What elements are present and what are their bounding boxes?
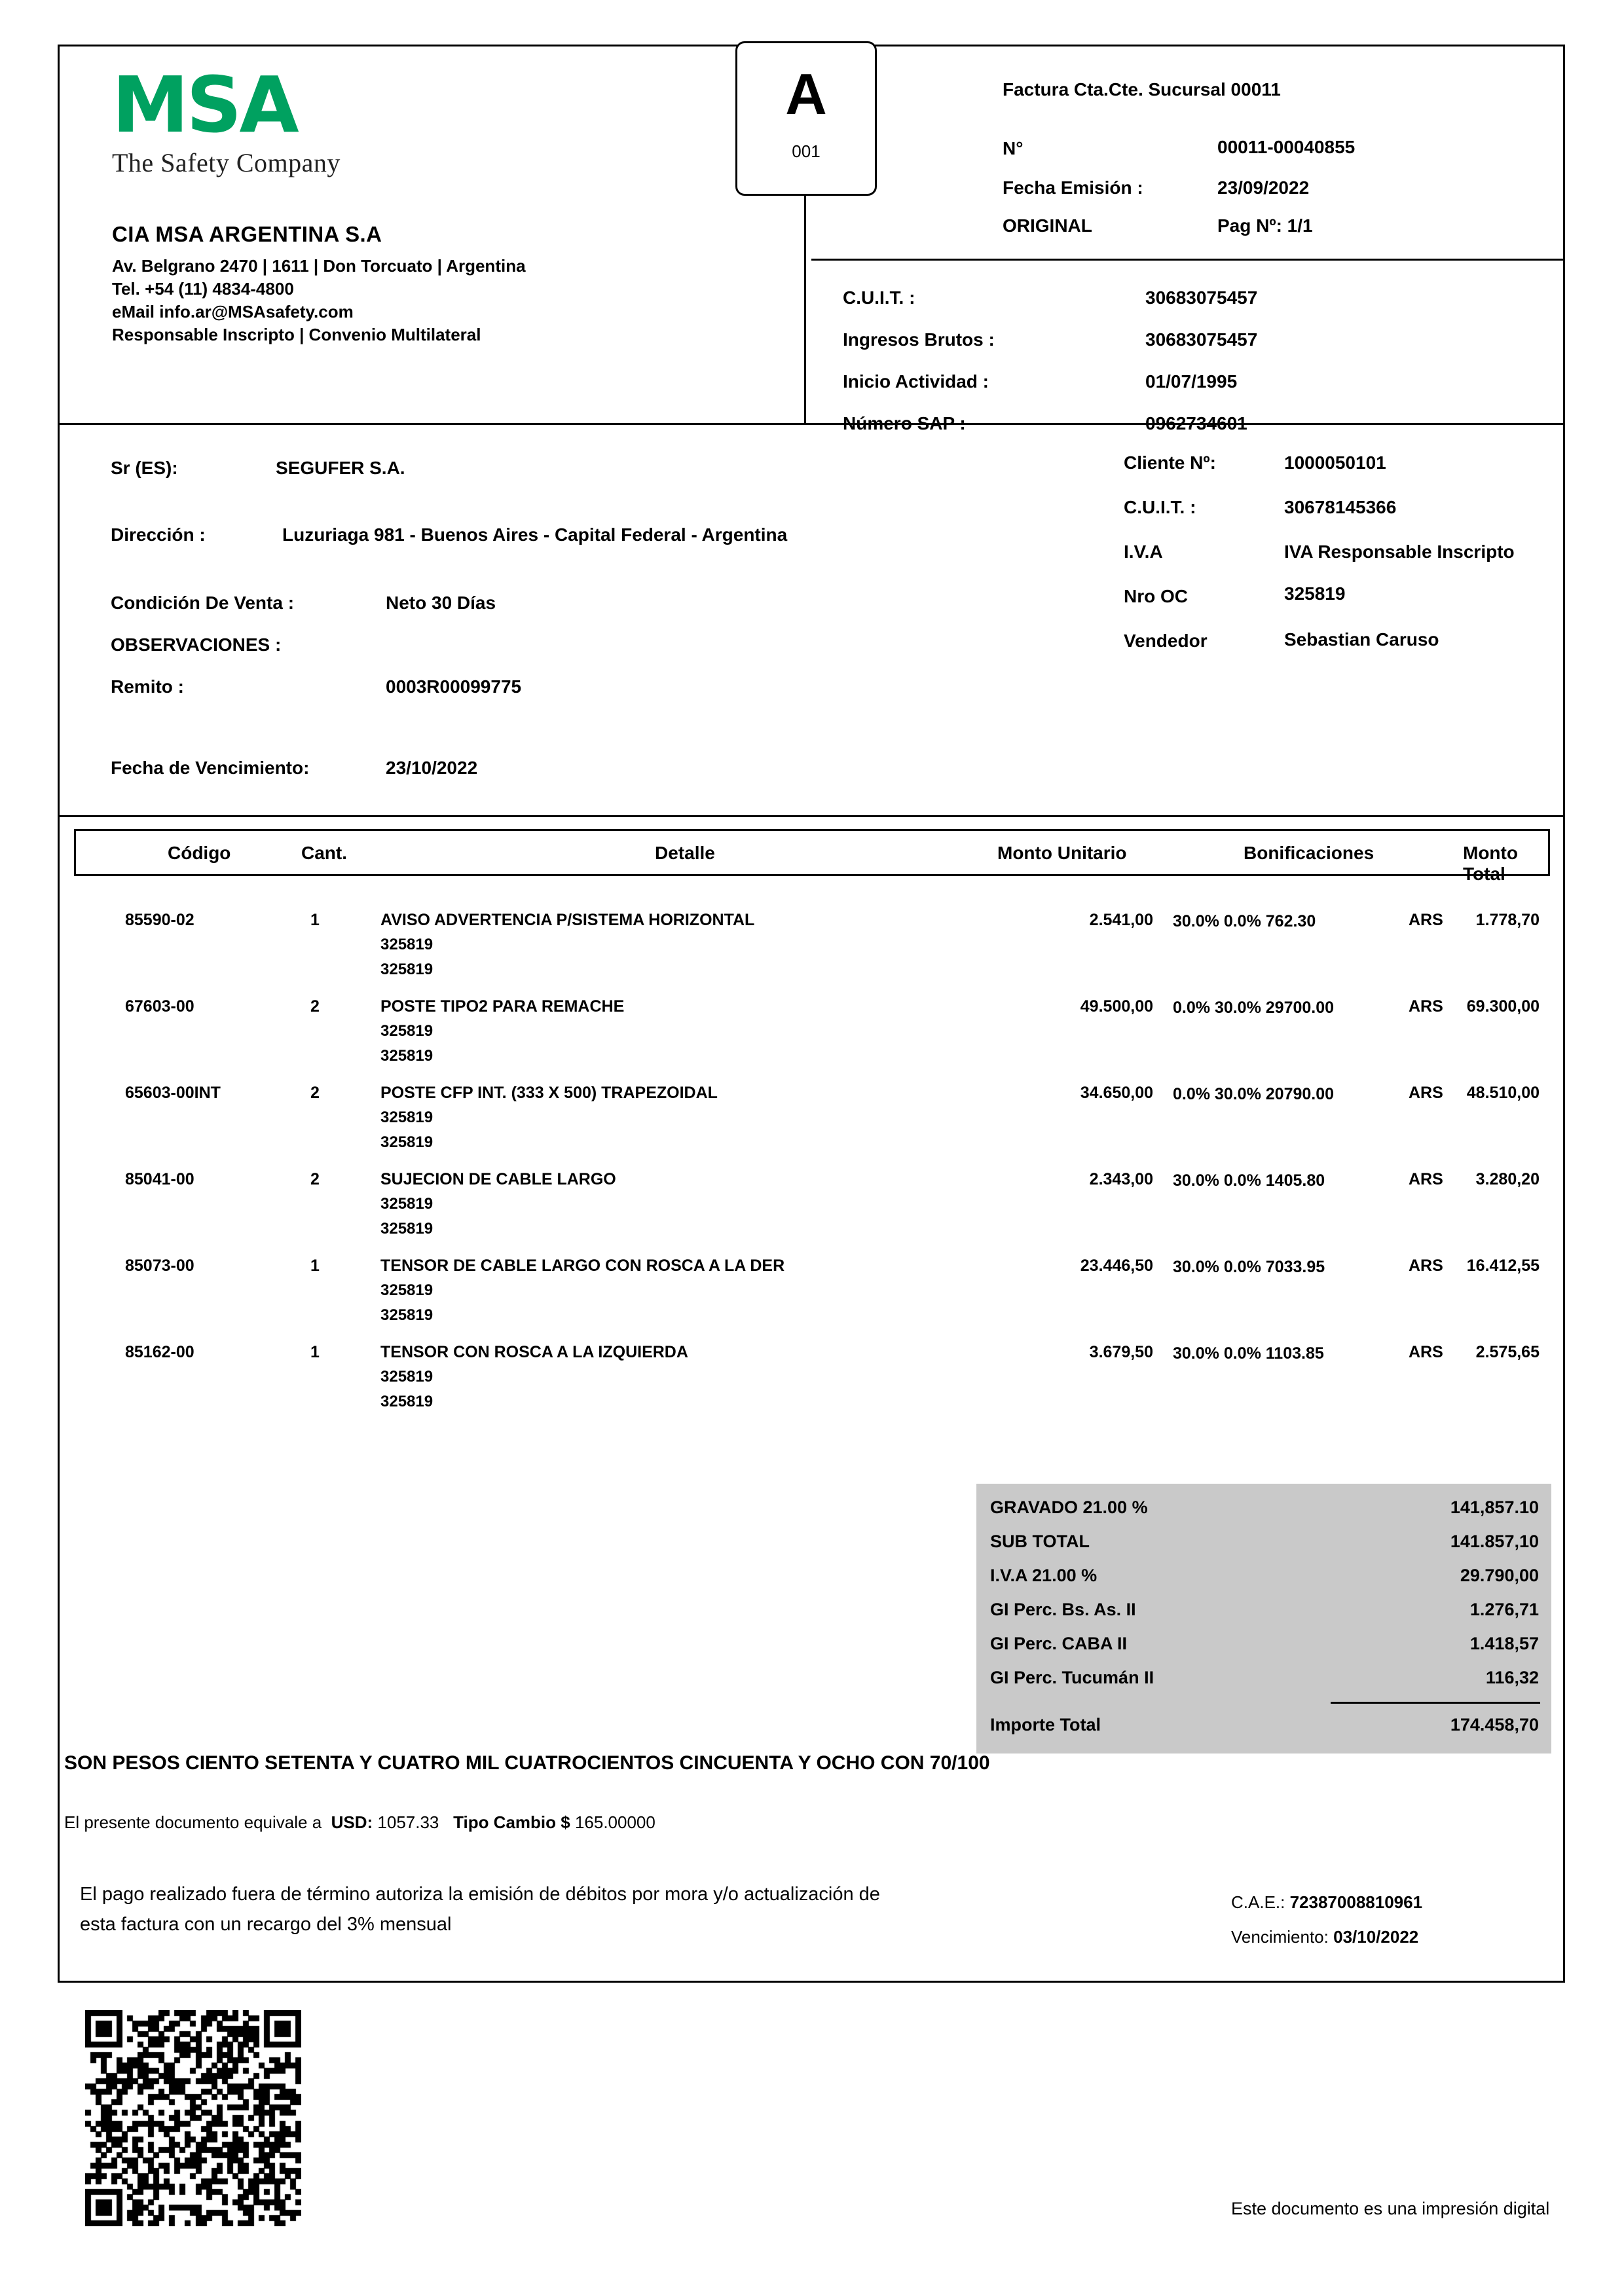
row-detalle-line2: 325819 [380, 1281, 434, 1299]
row-cantidad: 1 [310, 1343, 320, 1361]
due-date-label: Fecha de Vencimiento: [111, 758, 310, 778]
row-codigo: 85590-02 [125, 911, 194, 929]
totals-value-importe-total: 174.458,70 [1450, 1715, 1539, 1735]
row-bonificaciones: 30.0% 0.0% 1405.80 [1173, 1171, 1325, 1190]
totals-label-subtotal: SUB TOTAL [990, 1532, 1090, 1551]
remito-label: Remito : [111, 676, 184, 697]
row-cantidad: 1 [310, 1257, 320, 1275]
equivalence-usd-label: USD: [331, 1812, 373, 1832]
gross-income-label: Ingresos Brutos : [843, 329, 995, 350]
cae-expiry-line [1231, 1927, 1422, 1947]
due-date-value: 23/10/2022 [386, 758, 478, 778]
currency-equivalence [64, 1812, 655, 1833]
customer-block [60, 425, 1563, 818]
row-moneda: ARS [1409, 1084, 1443, 1102]
observations-label: OBSERVACIONES : [111, 634, 282, 655]
totals-rule [1331, 1702, 1540, 1704]
salesperson-label: Vendedor [1124, 631, 1208, 651]
issuer-name: CIA MSA ARGENTINA S.A [112, 222, 382, 246]
activity-start-value: 01/07/1995 [1145, 371, 1238, 392]
equivalence-rate-label: Tipo Cambio $ [453, 1812, 570, 1832]
totals-value-perc-bsas: 1.276,71 [1469, 1600, 1539, 1619]
row-bonificaciones: 30.0% 0.0% 1103.85 [1173, 1344, 1324, 1363]
cae-expiry-label: Vencimiento: [1231, 1927, 1329, 1947]
row-moneda: ARS [1409, 1343, 1443, 1361]
remito-value: 0003R00099775 [386, 676, 522, 697]
row-detalle: AVISO ADVERTENCIA P/SISTEMA HORIZONTAL [380, 911, 755, 929]
customer-number-value: 1000050101 [1284, 452, 1386, 473]
table-row [60, 997, 1563, 1084]
row-moneda: ARS [1409, 911, 1443, 929]
payment-terms-label: Condición De Venta : [111, 593, 295, 613]
invoice-number-value: 00011-00040855 [1217, 137, 1356, 157]
customer-iva-value: IVA Responsable Inscripto [1284, 542, 1515, 562]
totals-label-importe-total: Importe Total [990, 1715, 1101, 1735]
row-moneda: ARS [1409, 997, 1443, 1016]
row-monto-unitario: 3.679,50 [1089, 1343, 1153, 1361]
column-header-bonificaciones: Bonificaciones [1244, 843, 1375, 863]
issuer-logo [112, 60, 439, 178]
column-header-total: Monto Total [1463, 843, 1518, 884]
cae-label: C.A.E.: [1231, 1892, 1285, 1912]
invoice-type-code: 001 [792, 141, 821, 161]
purchase-order-label: Nro OC [1124, 586, 1188, 606]
row-codigo: 85162-00 [125, 1343, 194, 1361]
row-cantidad: 1 [310, 911, 320, 929]
row-detalle-line3: 325819 [380, 1133, 434, 1151]
customer-name-value: SEGUFER S.A. [276, 458, 405, 478]
original-label: ORIGINAL [1003, 215, 1092, 236]
totals-label-gravado: GRAVADO 21.00 % [990, 1497, 1148, 1517]
customer-divider [60, 815, 1563, 817]
issuer-address: Av. Belgrano 2470 | 1611 | Don Torcuato | Argentina [112, 256, 526, 276]
totals-label-perc-bsas: GI Perc. Bs. As. II [990, 1600, 1136, 1619]
sap-number-label: Número SAP : [843, 413, 966, 433]
customer-address-label: Dirección : [111, 524, 206, 545]
table-row [60, 1084, 1563, 1170]
row-cantidad: 2 [310, 1170, 320, 1188]
row-bonificaciones: 0.0% 30.0% 20790.00 [1173, 1085, 1335, 1103]
gross-income-value: 30683075457 [1145, 329, 1258, 350]
cae-block [1231, 1892, 1422, 1947]
row-monto-total: 3.280,20 [1475, 1170, 1540, 1188]
row-detalle-line2: 325819 [380, 1022, 434, 1040]
totals-box [976, 1484, 1551, 1753]
qr-code [85, 2010, 301, 2226]
customer-address-value: Luzuriaga 981 - Buenos Aires - Capital Federal - Argentina [282, 524, 788, 545]
totals-value-perc-tucuman: 116,32 [1485, 1668, 1539, 1687]
column-header-cant: Cant. [301, 843, 347, 863]
row-detalle-line3: 325819 [380, 961, 434, 978]
row-monto-unitario: 23.446,50 [1080, 1257, 1153, 1275]
row-detalle: TENSOR CON ROSCA A LA IZQUIERDA [380, 1343, 688, 1361]
issue-date-value: 23/09/2022 [1217, 177, 1310, 198]
issuer-cuit-value: 30683075457 [1145, 287, 1258, 308]
amount-in-words: SON PESOS CIENTO SETENTA Y CUATRO MIL CUATROCIENTOS CINCUENTA Y OCHO CON 70/100 [64, 1752, 990, 1774]
row-moneda: ARS [1409, 1170, 1443, 1188]
header-right-divider [811, 259, 1563, 261]
row-monto-total: 2.575,65 [1475, 1343, 1540, 1361]
customer-name-label: Sr (ES): [111, 458, 178, 478]
row-codigo: 85073-00 [125, 1257, 194, 1275]
invoice-type-box [735, 41, 877, 196]
cae-line [1231, 1892, 1422, 1913]
row-detalle: SUJECION DE CABLE LARGO [380, 1170, 616, 1188]
sap-number-value: 0962734601 [1145, 413, 1247, 433]
salesperson-value: Sebastian Caruso [1284, 629, 1439, 650]
invoice-frame [58, 45, 1565, 1983]
row-monto-total: 48.510,00 [1466, 1084, 1540, 1102]
totals-label-iva: I.V.A 21.00 % [990, 1566, 1098, 1585]
totals-value-subtotal: 141.857,10 [1450, 1532, 1539, 1551]
row-cantidad: 2 [310, 1084, 320, 1102]
row-detalle-line3: 325819 [380, 1220, 434, 1238]
logo-tagline: The Safety Company [112, 148, 341, 177]
column-header-codigo: Código [168, 843, 231, 863]
items-table-body [60, 911, 1563, 1429]
customer-cuit-label: C.U.I.T. : [1124, 497, 1196, 517]
row-moneda: ARS [1409, 1257, 1443, 1275]
issuer-cuit-label: C.U.I.T. : [843, 287, 915, 308]
row-cantidad: 2 [310, 997, 320, 1016]
cae-expiry-value: 03/10/2022 [1333, 1927, 1419, 1947]
row-detalle: POSTE TIPO2 PARA REMACHE [380, 997, 625, 1016]
row-detalle-line2: 325819 [380, 1195, 434, 1213]
row-detalle: TENSOR DE CABLE LARGO CON ROSCA A LA DER [380, 1257, 785, 1275]
row-monto-total: 69.300,00 [1466, 997, 1540, 1016]
issuer-details [112, 255, 526, 346]
row-detalle: POSTE CFP INT. (333 X 500) TRAPEZOIDAL [380, 1084, 718, 1102]
row-monto-unitario: 34.650,00 [1080, 1084, 1153, 1102]
row-monto-total: 16.412,55 [1466, 1257, 1540, 1275]
customer-iva-label: I.V.A [1124, 542, 1163, 562]
row-bonificaciones: 30.0% 0.0% 7033.95 [1173, 1258, 1325, 1276]
equivalence-usd-value: 1057.33 [377, 1812, 439, 1832]
row-codigo: 85041-00 [125, 1170, 194, 1188]
invoice-title: Factura Cta.Cte. Sucursal 00011 [1003, 79, 1281, 100]
row-monto-unitario: 2.343,00 [1089, 1170, 1153, 1188]
equivalence-prefix: El presente documento equivale a [64, 1812, 322, 1832]
qr-code-canvas [85, 2010, 301, 2226]
row-bonificaciones: 30.0% 0.0% 762.30 [1173, 912, 1316, 930]
cae-value: 72387008810961 [1289, 1892, 1423, 1912]
row-monto-unitario: 2.541,00 [1089, 911, 1153, 929]
invoice-type-letter: A [785, 62, 827, 126]
issue-date-label: Fecha Emisión : [1003, 177, 1143, 198]
row-detalle-line2: 325819 [380, 1368, 434, 1386]
column-header-unitario: Monto Unitario [997, 843, 1127, 863]
row-detalle-line2: 325819 [380, 936, 434, 953]
totals-value-perc-caba: 1.418,57 [1469, 1634, 1539, 1653]
totals-value-iva: 29.790,00 [1460, 1566, 1539, 1585]
digital-print-note: Este documento es una impresión digital [1231, 2199, 1550, 2218]
purchase-order-value: 325819 [1284, 583, 1346, 604]
totals-value-gravado: 141,857.10 [1450, 1497, 1539, 1517]
row-codigo: 67603-00 [125, 997, 194, 1016]
row-detalle-line3: 325819 [380, 1393, 434, 1410]
invoice-header [60, 46, 1563, 433]
table-row [60, 911, 1563, 997]
late-payment-notice: El pago realizado fuera de término autoriza la emisión de débitos por mora y/o actualización de esta factura con un recargo del 3% mensual [80, 1884, 880, 1935]
table-row [60, 1257, 1563, 1343]
row-detalle-line3: 325819 [380, 1306, 434, 1324]
issuer-fiscal-condition: Responsable Inscripto | Convenio Multilateral [112, 325, 481, 344]
row-monto-total: 1.778,70 [1475, 911, 1540, 929]
column-header-detalle: Detalle [655, 843, 715, 863]
issuer-email: eMail info.ar@MSAsafety.com [112, 302, 354, 321]
table-row [60, 1170, 1563, 1257]
equivalence-rate-value: 165.00000 [574, 1812, 655, 1832]
customer-cuit-value: 30678145366 [1284, 497, 1397, 517]
row-codigo: 65603-00INT [125, 1084, 221, 1102]
row-bonificaciones: 0.0% 30.0% 29700.00 [1173, 999, 1335, 1017]
payment-terms-value: Neto 30 Días [386, 593, 496, 613]
invoice-number-label: N° [1003, 138, 1024, 158]
table-row [60, 1343, 1563, 1429]
logo-text: MSA [112, 60, 297, 150]
customer-number-label: Cliente Nº: [1124, 452, 1216, 473]
items-table-header [74, 829, 1550, 884]
totals-label-perc-tucuman: GI Perc. Tucumán II [990, 1668, 1154, 1687]
totals-label-perc-caba: GI Perc. CABA II [990, 1634, 1128, 1653]
row-detalle-line3: 325819 [380, 1047, 434, 1065]
activity-start-label: Inicio Actividad : [843, 371, 989, 392]
issuer-phone: Tel. +54 (11) 4834-4800 [112, 279, 294, 299]
page-label: Pag Nº: 1/1 [1217, 215, 1313, 236]
row-detalle-line2: 325819 [380, 1109, 434, 1126]
row-monto-unitario: 49.500,00 [1080, 997, 1153, 1016]
invoice-header-right [811, 46, 1563, 433]
